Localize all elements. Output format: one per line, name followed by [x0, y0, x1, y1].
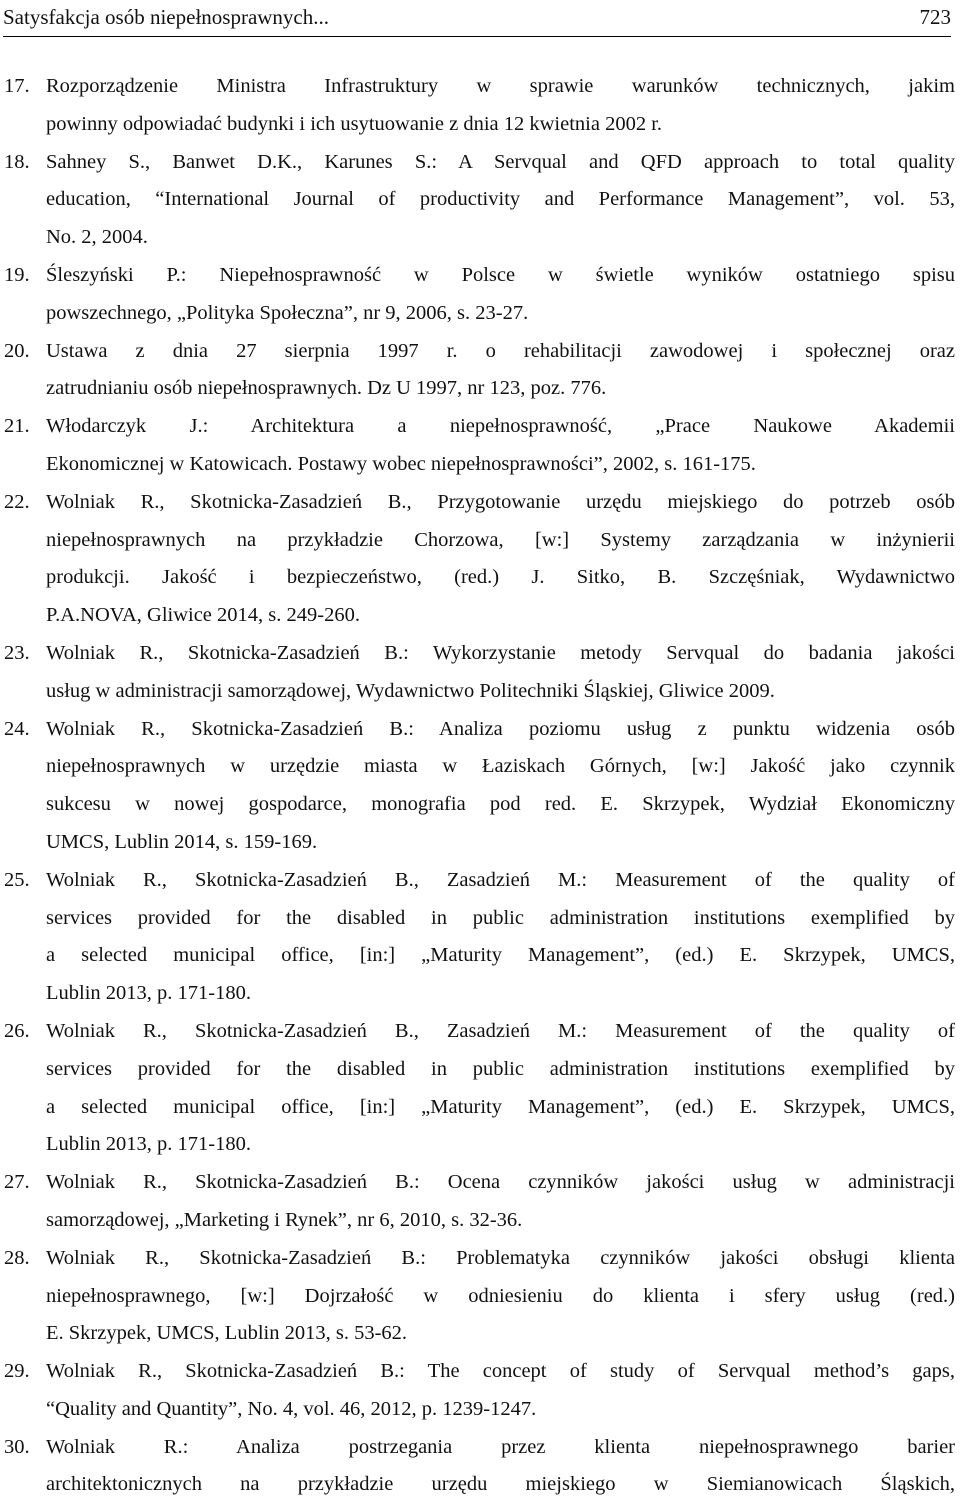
- reference-line: P.A.NOVA, Gliwice 2014, s. 249-260.: [46, 604, 360, 627]
- reference-text: [46, 144, 955, 257]
- running-header: [3, 0, 951, 37]
- reference-text: [46, 333, 955, 409]
- reference-line: No. 2, 2004.: [46, 226, 148, 249]
- reference-number: 19.: [4, 263, 30, 286]
- reference-line: architektonicznych na przykładzie urzędu miejskiego w Siemianowicach Śląskich,: [46, 1473, 955, 1496]
- reference-line: services provided for the disabled in public administration institutions exemplified by: [46, 906, 955, 929]
- reference-number: 20.: [4, 339, 30, 362]
- reference-number: 17.: [4, 75, 30, 97]
- reference-item: [0, 1240, 955, 1353]
- reference-line: UMCS, Lublin 2014, s. 159-169.: [46, 830, 318, 853]
- reference-line: sukcesu w nowej gospodarce, monografia pod red. E. Skrzypek, Wydział Ekonomiczny: [46, 793, 955, 816]
- reference-line: Wolniak R.: Analiza postrzegania przez klienta niepełnosprawnego barier: [46, 1435, 955, 1458]
- reference-item: [0, 1353, 955, 1429]
- header-title: Satysfakcja osób niepełnosprawnych...: [3, 5, 330, 29]
- reference-line: Ustawa z dnia 27 sierpnia 1997 r. o rehabilitacji zawodowej i społecznej oraz: [46, 339, 955, 362]
- reference-number: 23.: [4, 641, 30, 664]
- reference-item: [0, 711, 955, 862]
- reference-text: [46, 1353, 955, 1429]
- reference-line: Wolniak R., Skotnicka-Zasadzień B.: The concept of study of Servqual method’s gaps,: [46, 1360, 955, 1383]
- reference-line: Wolniak R., Skotnicka-Zasadzień B.: Ocena czynników jakości usług w administracji: [46, 1171, 955, 1194]
- reference-line: Śleszyński P.: Niepełnosprawność w Polsce w świetle wyników ostatniego spisu: [46, 263, 955, 286]
- reference-text: [46, 484, 955, 635]
- reference-line: Wolniak R., Skotnicka-Zasadzień B.: Wykorzystanie metody Servqual do badania jakości: [46, 641, 955, 664]
- reference-line: Lublin 2013, p. 171-180.: [46, 1133, 251, 1156]
- reference-line: Wolniak R., Skotnicka-Zasadzień B.: Problematyka czynników jakości obsługi klienta: [46, 1246, 955, 1269]
- reference-text: [46, 257, 955, 333]
- reference-text: [46, 1240, 955, 1353]
- reference-line: powszechnego, „Polityka Społeczna”, nr 9, 2006, s. 23-27.: [46, 301, 529, 324]
- reference-number: 22.: [4, 490, 30, 513]
- reference-text: [46, 711, 955, 862]
- reference-line: Wolniak R., Skotnicka-Zasadzień B., Przygotowanie urzędu miejskiego do potrzeb osób: [46, 490, 955, 513]
- reference-line: usług w administracji samorządowej, Wydawnictwo Politechniki Śląskiej, Gliwice 2009.: [46, 679, 775, 702]
- reference-line: Rozporządzenie Ministra Infrastruktury w sprawie warunków technicznych, jakim: [46, 75, 955, 97]
- reference-item: [0, 257, 955, 333]
- reference-text: [46, 635, 955, 711]
- reference-line: “Quality and Quantity”, No. 4, vol. 46, 2012, p. 1239-1247.: [46, 1397, 537, 1420]
- reference-text: [46, 408, 955, 484]
- reference-item: [0, 484, 955, 635]
- reference-line: niepełnosprawnych na przykładzie Chorzowa, [w:] Systemy zarządzania w inżynierii: [46, 528, 955, 551]
- reference-text: [46, 1164, 955, 1240]
- reference-number: 18.: [4, 150, 30, 173]
- reference-text: [46, 1429, 955, 1504]
- reference-line: a selected municipal office, [in:] „Maturity Management”, (ed.) E. Skrzypek, UMCS,: [46, 944, 955, 967]
- reference-line: Ekonomicznej w Katowicach. Postawy wobec niepełnosprawności”, 2002, s. 161-175.: [46, 452, 756, 475]
- reference-text: [46, 68, 955, 144]
- reference-line: Lublin 2013, p. 171-180.: [46, 982, 251, 1005]
- reference-number: 24.: [4, 717, 30, 740]
- reference-line: Włodarczyk J.: Architektura a niepełnosprawność, „Prace Naukowe Akademii: [46, 415, 955, 438]
- reference-text: [46, 1013, 955, 1164]
- reference-number: 30.: [4, 1435, 30, 1458]
- reference-item: [0, 1164, 955, 1240]
- reference-item: [0, 635, 955, 711]
- reference-list: [0, 68, 955, 1504]
- reference-line: powinny odpowiadać budynki i ich usytuowanie z dnia 12 kwietnia 2002 r.: [46, 112, 663, 135]
- reference-line: a selected municipal office, [in:] „Maturity Management”, (ed.) E. Skrzypek, UMCS,: [46, 1095, 955, 1118]
- reference-line: services provided for the disabled in public administration institutions exemplified by: [46, 1057, 955, 1080]
- reference-item: [0, 68, 955, 144]
- reference-text: [46, 862, 955, 1013]
- reference-item: [0, 862, 955, 1013]
- reference-line: Wolniak R., Skotnicka-Zasadzień B., Zasadzień M.: Measurement of the quality of: [46, 1019, 955, 1042]
- reference-line: Wolniak R., Skotnicka-Zasadzień B.: Analiza poziomu usług z punktu widzenia osób: [46, 717, 955, 740]
- reference-line: samorządowej, „Marketing i Rynek”, nr 6, 2010, s. 32-36.: [46, 1208, 523, 1231]
- reference-number: 26.: [4, 1019, 30, 1042]
- reference-number: 21.: [4, 415, 30, 438]
- page-number: 723: [919, 5, 951, 29]
- reference-item: [0, 408, 955, 484]
- reference-line: E. Skrzypek, UMCS, Lublin 2013, s. 53-62.: [46, 1322, 408, 1345]
- reference-item: [0, 1013, 955, 1164]
- reference-number: 27.: [4, 1171, 30, 1194]
- reference-item: [0, 144, 955, 257]
- reference-number: 28.: [4, 1246, 30, 1269]
- reference-item: [0, 1429, 955, 1504]
- reference-line: education, “International Journal of productivity and Performance Management”, vol. 53,: [46, 188, 955, 211]
- reference-item: [0, 333, 955, 409]
- reference-line: niepełnosprawnych w urzędzie miasta w Łaziskach Górnych, [w:] Jakość jako czynnik: [46, 755, 955, 778]
- reference-line: niepełnosprawnego, [w:] Dojrzałość w odniesieniu do klienta i sfery usług (red.): [46, 1284, 955, 1307]
- reference-line: Wolniak R., Skotnicka-Zasadzień B., Zasadzień M.: Measurement of the quality of: [46, 868, 955, 891]
- reference-line: Sahney S., Banwet D.K., Karunes S.: A Servqual and QFD approach to total quality: [46, 150, 955, 173]
- reference-line: zatrudnianiu osób niepełnosprawnych. Dz U 1997, nr 123, poz. 776.: [46, 377, 607, 400]
- reference-number: 29.: [4, 1360, 30, 1383]
- reference-number: 25.: [4, 868, 30, 891]
- reference-line: produkcji. Jakość i bezpieczeństwo, (red.) J. Sitko, B. Szczęśniak, Wydawnictwo: [46, 566, 955, 589]
